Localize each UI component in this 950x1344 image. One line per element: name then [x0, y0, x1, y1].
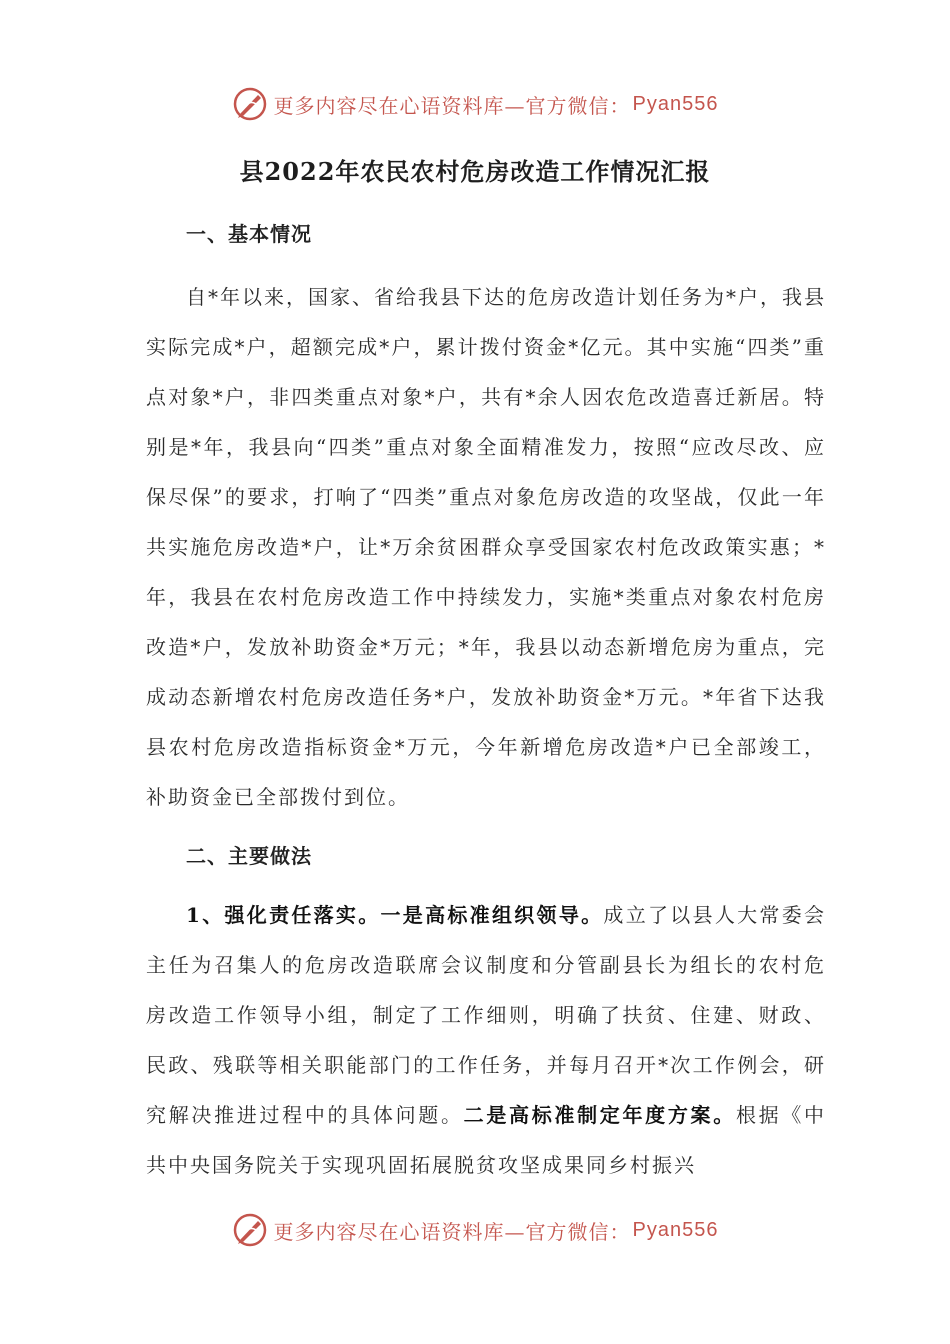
watermark-text: 更多内容尽在心语资料库—官方微信：: [273, 1219, 631, 1244]
paragraph-basic-situation: 自*年以来，国家、省给我县下达的危房改造计划任务为*户，我县实际完成*户，超额完成*户，累计拨付资金*亿元。其中实施“四类”重点对象*户，非四类重点对象*户，共有*余人因农危改造喜迁新居。特别是*年，我县向“四类”重点对象全面精准发力，按照“应改尽改、应保尽保”的要求，打响了“四类”重点对象危房改造的攻坚战，仅此一年共实施危房改造*户，让*万余贫困群众享受国家农村危改政策实惠；*年，我县在农村危房改造工作中持续发力，实施*类重点对象农村危房改造*户，发放补助资金*万元；*年，我县以动态新增危房为重点，完成动态新增农村危房改造任务*户，发放补助资金*万元。*年省下达我县农村危房改造指标资金*万元，今年新增危房改造*户已全部竣工，补助资金已全部拨付到位。: [146, 285, 826, 809]
wechat-id: Pyan556: [632, 92, 719, 115]
watermark-banner-bottom: [0, 1210, 950, 1250]
item-bold-2: 二是高标准制定年度方案。: [463, 1103, 736, 1127]
section-heading-basic: 一、基本情况: [186, 222, 312, 246]
watermark-text: 更多内容尽在心语资料库—官方微信：: [273, 93, 631, 118]
document-title: 县2022年农民农村危房改造工作情况汇报: [239, 157, 711, 186]
item-text-2: 根据《中共中央国务院关于实现巩固拓展脱贫攻坚成果同乡村振兴: [146, 1103, 827, 1177]
pen-logo-icon: [232, 1212, 268, 1248]
wechat-id: Pyan556: [632, 1218, 719, 1241]
item-text-1: 成立了以县人大常委会主任为召集人的危房改造联席会议制度和分管副县长为组长的农村危房改造工作领导小组，制定了工作细则，明确了扶贫、住建、财政、民政、残联等相关职能部门的工作任务，并每月召开*次工作例会，研究解决推进过程中的具体问题。: [146, 903, 827, 1127]
pen-logo-icon: [232, 86, 268, 122]
watermark-banner-top: [0, 84, 950, 124]
item-lead-bold: 1、强化责任落实。一是高标准组织领导。: [186, 903, 604, 927]
paragraph-methods: [146, 890, 826, 1190]
section-heading-methods: 二、主要做法: [186, 844, 312, 868]
